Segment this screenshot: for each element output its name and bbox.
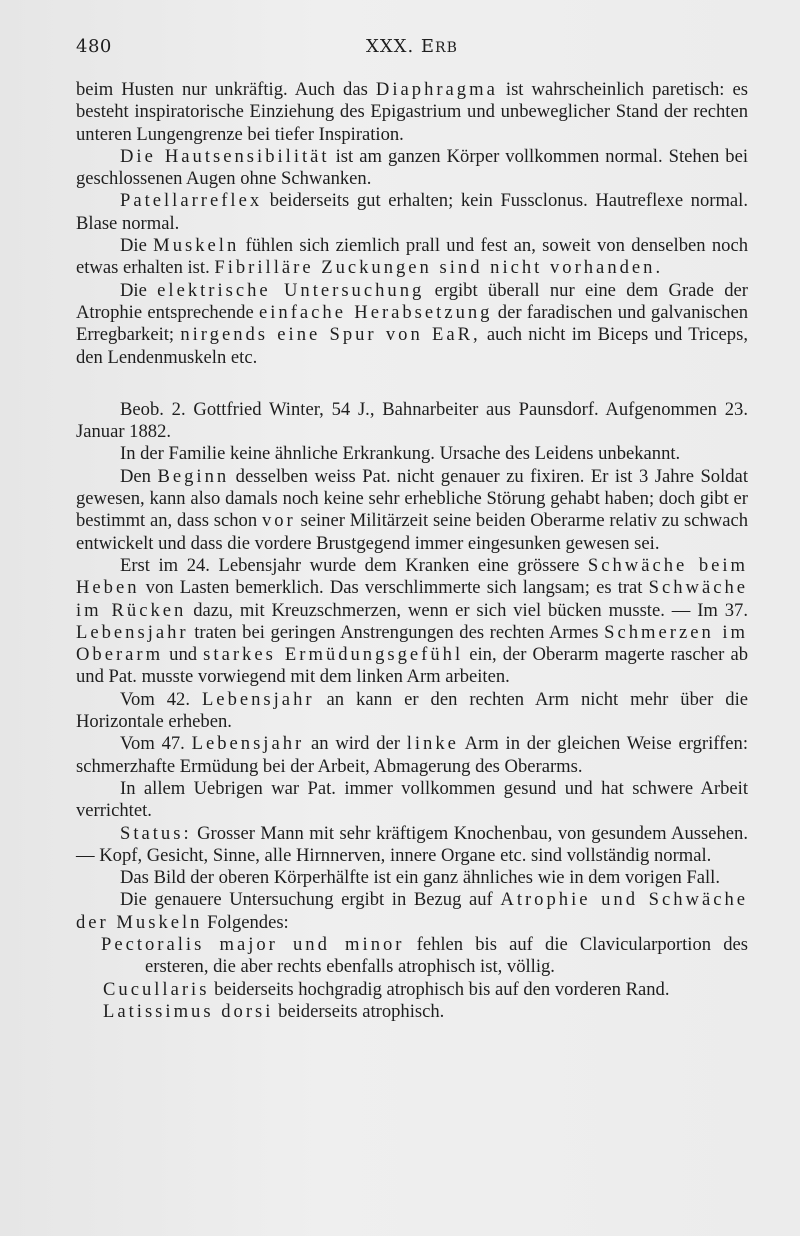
- text-run: und: [163, 644, 204, 666]
- paragraph-status: [76, 823, 748, 868]
- spaced-term: Muskeln: [153, 235, 240, 257]
- text-run: Das Bild der oberen Körperhälfte ist ein ganz ähnliches wie in dem vorigen Fall.: [120, 867, 720, 889]
- muscle-latissimus: [76, 1001, 748, 1023]
- page-number: 480: [76, 36, 112, 57]
- spaced-term: Patellarreflex: [120, 190, 263, 212]
- text-run: Vom 42.: [120, 688, 202, 710]
- text-run: auch nicht im Biceps und Triceps, den Lendenmuskeln etc.: [76, 324, 748, 368]
- spaced-term: nirgends eine Spur von EaR,: [180, 324, 481, 346]
- spaced-term: Schwäche im Rücken: [76, 577, 748, 621]
- spaced-term: Latissimus dorsi: [103, 1000, 274, 1022]
- text-run: ist wahrscheinlich paretisch: es besteht inspiratorische Einziehung des Epigastrium und unbeweglicher Stand der rechten unteren Lungengrenze bei tiefer Inspiration.: [76, 79, 749, 145]
- text-run: ein, der Oberarm magerte rascher ab und Pat. musste vorwiegend mit dem linken Arm arbeiten.: [76, 644, 749, 688]
- muscle-pectoralis: [76, 934, 748, 979]
- spaced-term: Pectoralis major und minor: [101, 933, 405, 955]
- spaced-term: Cucullaris: [103, 978, 210, 1000]
- paragraph-bild: [76, 867, 748, 889]
- paragraph-elektrische-untersuchung: [76, 280, 748, 369]
- text-run: ist am ganzen Körper vollkommen normal. Stehen bei geschlossenen Augen ohne Schwanken.: [76, 145, 748, 190]
- paragraph-lebensjahr-24: [76, 555, 748, 689]
- text-run: Folgendes:: [202, 911, 289, 933]
- text-run: dazu, mit Kreuzschmerzen, wenn er sich viel bücken musste. — Im 37.: [186, 599, 748, 621]
- paragraph-beginn: [76, 466, 748, 555]
- paragraph-uebrigen: [76, 778, 748, 823]
- text-run: an kann er den rechten Arm nicht mehr über die Horizontale erheben.: [76, 688, 748, 733]
- text-run: Arm in der gleichen Weise ergriffen: schmerzhafte Ermüdung bei der Arbeit, Abmagerung des Oberarms.: [76, 733, 748, 777]
- spaced-term: Lebensjahr: [201, 688, 315, 710]
- running-title: [366, 36, 458, 57]
- body-text: [76, 79, 748, 1023]
- text-run: an wird der: [304, 733, 407, 755]
- spaced-term: Beginn: [157, 465, 230, 487]
- spaced-term: Schmerzen im Oberarm: [76, 621, 748, 666]
- text-run: In allem Uebrigen war Pat. immer vollkommen gesund und hat schwere Arbeit verrichtet.: [76, 777, 748, 822]
- text-run: beiderseits hochgradig atrophisch bis auf den vorderen Rand.: [209, 978, 670, 1000]
- page-header: [76, 36, 736, 60]
- text-run: beiderseits atrophisch.: [273, 1000, 445, 1022]
- running-title-prefix: XXX. E: [366, 36, 436, 57]
- paragraph-untersuchung: [76, 889, 748, 934]
- paragraph-familie: [76, 443, 748, 465]
- paragraph-lebensjahr-42: [76, 689, 748, 734]
- running-title-smallcaps: RB: [435, 40, 458, 56]
- text-run: von Lasten bemerklich. Das verschlimmerte sich langsam; es trat: [139, 577, 649, 599]
- text-run: beiderseits gut erhalten; kein Fussclonus. Hautreflexe normal. Blase normal.: [76, 190, 748, 234]
- paragraph-muskeln: [76, 235, 748, 280]
- text-run: Den: [120, 465, 158, 487]
- spaced-term: einfache Herabsetzung: [259, 301, 493, 323]
- text-run: desselben weiss Pat. nicht genauer zu fixiren. Er ist 3 Jahre Soldat gewesen, kann also damals noch keine sehr erhebliche Störung gehabt haben; doch gibt er bestimmt an, dass schon: [76, 465, 748, 532]
- text-run: der faradischen und galvanischen Erregbarkeit;: [76, 301, 748, 346]
- spaced-term: Schwäche beim Heben: [76, 554, 749, 599]
- text-run: beim Husten nur unkräftig. Auch das: [76, 79, 376, 100]
- spaced-term: Diaphragma: [375, 79, 498, 100]
- paragraph-patellarreflex: [76, 190, 748, 235]
- spaced-term: Lebensjahr: [191, 733, 305, 755]
- text-run: Die: [120, 279, 158, 301]
- paragraph-lebensjahr-47: [76, 733, 748, 778]
- text-run: seiner Militärzeit seine beiden Oberarme relativ zu schwach entwickelt und dass die vordere Brustgegend immer eingesunken gewesen sei.: [76, 510, 749, 554]
- text-run: fehlen bis auf die Clavicularportion des ersteren, die aber rechts ebenfalls atrophisch ist, völlig.: [145, 933, 748, 978]
- spaced-term: Die Hautsensibilität: [120, 145, 330, 167]
- spaced-term: Atrophie und Schwäche der Muskeln: [76, 889, 749, 933]
- text-run: traten bei geringen Anstrengungen des rechten Armes: [188, 621, 605, 643]
- paragraph-diaphragma: [76, 79, 748, 146]
- text-run: Beob. 2. Gottfried Winter, 54 J., Bahnarbeiter aus Paunsdorf. Aufgenommen 23. Januar 1882.: [76, 398, 748, 443]
- text-run: fühlen sich ziemlich prall und fest an, soweit von denselben noch etwas erhalten ist.: [76, 235, 748, 279]
- section-gap: [76, 369, 748, 399]
- text-run: Vom 47.: [120, 733, 192, 755]
- text-run: In der Familie keine ähnliche Erkrankung. Ursache des Leidens unbekannt.: [120, 443, 681, 465]
- text-run: ergibt überall nur eine dem Grade der Atrophie entsprechende: [76, 279, 748, 323]
- spaced-term: elektrische Untersuchung: [157, 279, 425, 301]
- muscle-cucullaris: [76, 979, 748, 1001]
- paragraph-hautsensibilitaet: [76, 146, 748, 191]
- text-run: Die: [120, 235, 154, 257]
- spaced-term: Fibrilläre Zuckungen sind nicht vorhanden.: [214, 257, 664, 279]
- spaced-term: Lebensjahr: [76, 621, 189, 643]
- text-run: Die genauere Untersuchung ergibt in Bezug auf: [120, 889, 501, 911]
- text-run: Erst im 24. Lebensjahr wurde dem Kranken eine grössere: [120, 554, 588, 576]
- text-run: Grosser Mann mit sehr kräftigem Knochenbau, von gesundem Aussehen. — Kopf, Gesicht, Sinne, alle Hirnnerven, innere Organe etc. sind vollständig normal.: [76, 822, 748, 866]
- spaced-term: linke: [406, 733, 459, 755]
- spaced-term: vor: [261, 510, 296, 532]
- paragraph-beob-2: [76, 399, 748, 444]
- spaced-term: starkes Ermüdungsgefühl: [203, 644, 464, 666]
- spaced-term: Status:: [120, 822, 192, 844]
